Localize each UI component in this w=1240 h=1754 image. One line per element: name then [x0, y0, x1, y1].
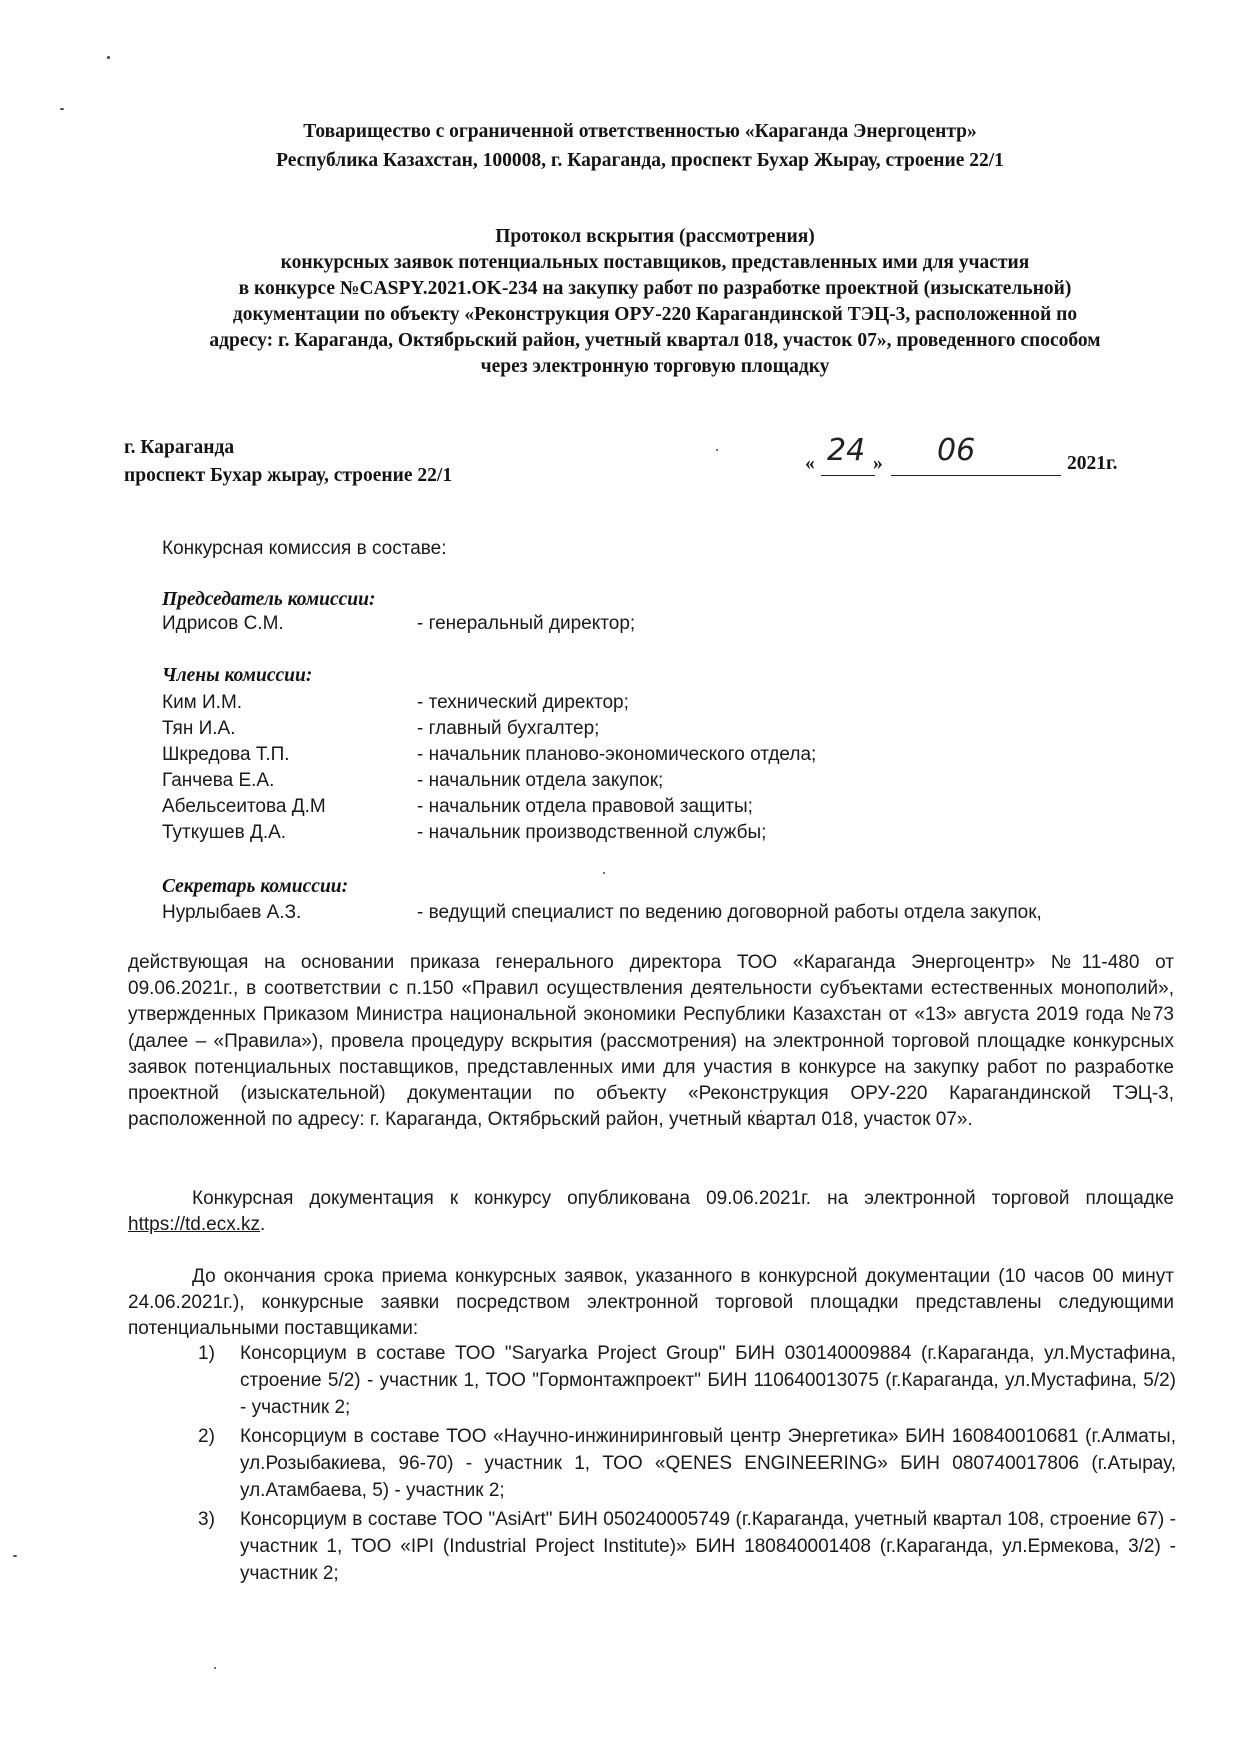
supplier-item	[198, 1340, 1176, 1421]
member-row	[162, 770, 1122, 796]
title-line: конкурсных заявок потенциальных поставщиков, представленных ими для участия	[280, 252, 1030, 273]
publication-end: .	[260, 1214, 266, 1236]
secretary-row	[162, 902, 1122, 928]
paragraph-deadline: До окончания срока приема конкурсных заявок, указанного в конкурсной документации (10 часов 00 минут 24.06.2021г.), конкурсные заявки посредством электронной торговой площадки представлены следующими потенциальными поставщиками:	[128, 1266, 1174, 1340]
scan-speck	[13, 1555, 17, 1557]
member-position: - главный бухгалтер;	[417, 718, 600, 739]
platform-link[interactable]: https://td.ecx.kz	[128, 1214, 260, 1236]
scan-speck	[60, 108, 64, 110]
place-city: г. Караганда	[124, 437, 235, 458]
member-name: Ганчева Е.А.	[162, 770, 275, 791]
supplier-text: Консорциум в составе ТОО "AsiArt" БИН 050240005749 (г.Караганда, учетный квартал 108, строение 67) - участник 1, ТОО «IPI (Industrial Project Institute)» БИН 180840001408 (г.Караганда, ул.Ермекова, 3/2) - участник 2;	[240, 1509, 1176, 1584]
member-name: Шкредова Т.П.	[162, 744, 290, 765]
title-line: документации по объекту «Реконструкция ОРУ-220 Карагандинской ТЭЦ-3, расположенной по	[232, 304, 1078, 325]
paragraph-publication	[128, 1186, 1174, 1238]
chair-row	[162, 613, 1122, 639]
org-address: Республика Казахстан, 100008, г. Караганда, проспект Бухар Жырау, строение 22/1	[276, 150, 1004, 171]
scan-speck	[107, 56, 110, 59]
member-name: Нурлыбаев А.З.	[162, 902, 302, 923]
date-close-quote: »	[873, 453, 883, 474]
member-position: - начальник планово-экономического отдела;	[417, 744, 817, 765]
protocol-date	[805, 433, 1125, 477]
members-heading: Члены комиссии:	[162, 665, 313, 686]
org-name: Товарищество с ограниченной ответственностью «Караганда Энергоцентр»	[303, 121, 977, 142]
place-address: проспект Бухар жырау, строение 22/1	[124, 465, 453, 486]
member-position: - начальник отдела правовой защиты;	[417, 796, 753, 817]
member-name: Абельсеитова Д.М	[162, 796, 326, 817]
member-name: Ким И.М.	[162, 692, 243, 713]
protocol-title	[175, 224, 1135, 380]
supplier-number: 1)	[198, 1343, 215, 1364]
title-line: адресу: г. Караганда, Октябрьский район, учетный квартал 018, участок 07», проведенного способом	[209, 330, 1101, 351]
title-line: в конкурсе №CASPY.2021.OK-234 на закупку работ по разработке проектной (изыскательной)	[238, 278, 1072, 299]
title-line: Протокол вскрытия (рассмотрения)	[495, 226, 815, 247]
member-position: - ведущий специалист по ведению договорной работы отдела закупок,	[417, 902, 1042, 923]
member-row	[162, 692, 1122, 718]
supplier-item	[198, 1423, 1176, 1504]
publication-text: Конкурсная документация к конкурсу опубликована 09.06.2021г. на электронной торговой площадке	[192, 1188, 1174, 1209]
member-row	[162, 796, 1122, 822]
supplier-item	[198, 1506, 1176, 1587]
member-name: Тян И.А.	[162, 718, 236, 739]
date-month-underline	[891, 475, 1061, 476]
member-position: - начальник производственной службы;	[417, 822, 767, 843]
scan-speck	[716, 449, 718, 451]
supplier-text: Консорциум в составе ТОО «Научно-инжиниринговый центр Энергетика» БИН 160840010681 (г.Алматы, ул.Розыбакиева, 96-70) - участник 1, ТОО «QENES ENGINEERING» БИН 080740017806 (г.Атырау, ул.Атамбаева, 5) - участник 2;	[240, 1426, 1176, 1501]
secretary-heading: Секретарь комиссии:	[162, 876, 349, 897]
member-row	[162, 822, 1122, 848]
supplier-list	[198, 1340, 1176, 1589]
member-position: - технический директор;	[417, 692, 629, 713]
protocol-place	[124, 434, 452, 490]
member-position: - начальник отдела закупок;	[417, 770, 664, 791]
supplier-number: 2)	[198, 1426, 215, 1447]
organization-header	[140, 117, 1140, 175]
date-month-handwritten: 06	[937, 433, 976, 468]
date-day-handwritten: 24	[827, 433, 866, 468]
supplier-number: 3)	[198, 1509, 215, 1530]
supplier-text: Консорциум в составе ТОО "Saryarka Project Group" БИН 030140009884 (г.Караганда, ул.Мустафина, строение 5/2) - участник 1, ТОО "Гормонтажпроект" БИН 110640013075 (г.Караганда, ул.Мустафина, 5/2) - участник 2;	[240, 1343, 1176, 1418]
member-name: Туткушев Д.А.	[162, 822, 287, 843]
scan-speck	[603, 872, 605, 874]
chair-heading: Председатель комиссии:	[162, 589, 376, 610]
scan-speck	[214, 1667, 216, 1669]
commission-intro: Конкурсная комиссия в составе:	[162, 538, 447, 559]
paragraph-basis: действующая на основании приказа генерального директора ТОО «Караганда Энергоцентр» №11-480 от 09.06.2021г., в соответствии с п.150 «Правил осуществления деятельности субъектами естественных монополий», утвержденных Приказом Министра национальной экономики Республики Казахстан от «13» августа 2019 года №73 (далее – «Правила»), провела процедуру вскрытия (рассмотрения) на электронной торговой площадке конкурсных заявок потенциальных поставщиков, представленных ими для участия в конкурсе на закупку работ по разработке проектной (изыскательной) документации по объекту «Реконструкция ОРУ-220 Карагандинской ТЭЦ-3, расположенной по адресу: г. Караганда, Октябрьский район, учетный квартал 018, участок 07».	[128, 952, 1174, 1131]
member-row	[162, 744, 1122, 770]
member-position: - генеральный директор;	[417, 613, 636, 634]
date-year: 2021г.	[1067, 453, 1118, 474]
date-day-underline	[821, 475, 875, 476]
member-row	[162, 718, 1122, 744]
member-name: Идрисов С.М.	[162, 613, 284, 634]
date-open-quote: «	[805, 453, 815, 474]
title-line: через электронную торговую площадку	[480, 356, 830, 377]
